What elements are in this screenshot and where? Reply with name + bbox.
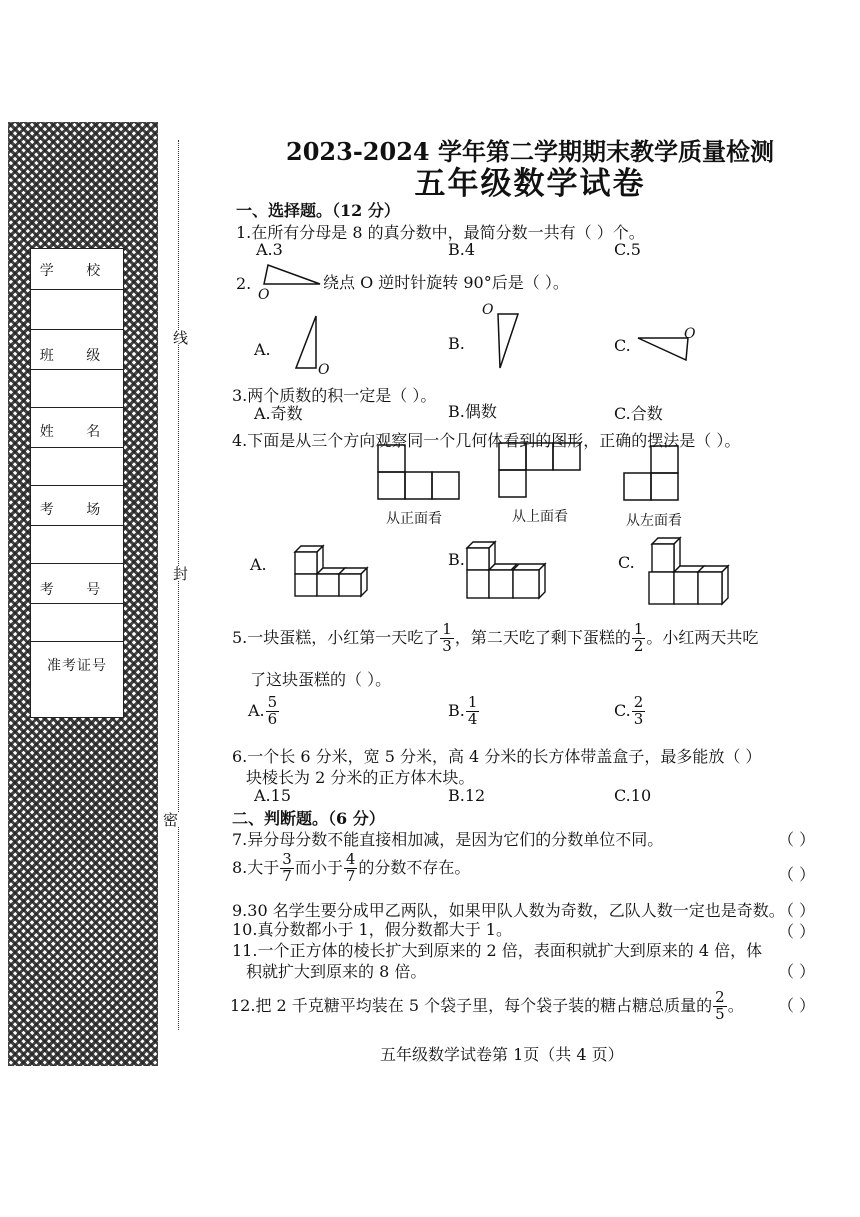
- q5-f2-den: 2: [633, 636, 644, 655]
- q1-option-a: A.3: [256, 240, 283, 259]
- q5-c-label: C.: [614, 700, 631, 720]
- info-row-exam-no: [31, 563, 123, 604]
- seal-word-seal: 封: [171, 566, 189, 581]
- q4-option-b: B.: [448, 550, 465, 569]
- q8-mid: 而小于: [294, 857, 343, 877]
- q4-option-c: C.: [618, 553, 635, 572]
- q12-den: 5: [715, 1004, 725, 1023]
- class-label: 班 级: [39, 348, 115, 364]
- q5-pre: 5.一块蛋糕，小红第一天吃了: [232, 627, 440, 647]
- q2-number: 2.: [236, 274, 252, 293]
- info-row-room: [31, 485, 123, 526]
- info-row-blank: [31, 603, 123, 642]
- q5-a-den: 6: [267, 709, 278, 728]
- info-row-blank: [31, 369, 123, 408]
- exam-room-label: 考 场: [39, 502, 115, 518]
- q9-text: 9.30 名学生要分成甲乙两队，如果甲队人数为奇数，乙队人数一定也是奇数。: [232, 901, 785, 920]
- q4-front-caption: 从正面看: [386, 511, 442, 527]
- q5-c-num: 2: [633, 693, 644, 711]
- school-label: 学 校: [39, 263, 115, 279]
- info-row-class: [31, 329, 123, 370]
- q3-option-c: C.合数: [614, 404, 663, 423]
- q4-option-a: A.: [250, 555, 267, 574]
- q12-post: 。: [727, 995, 744, 1015]
- q1-option-c: C.5: [614, 240, 641, 259]
- q9-answer-paren: （ ）: [778, 901, 816, 920]
- q5-c-den: 3: [633, 709, 644, 728]
- ticket-number-label: 准考证号: [47, 658, 107, 674]
- exam-paper-title: 五年级数学试卷: [414, 166, 646, 202]
- q5-a-label: A.: [248, 700, 265, 720]
- q8-f2-num: 4: [345, 850, 356, 868]
- q5-line1: [232, 622, 758, 655]
- q4-text: 4.下面是从三个方向观察同一个几何体看到的图形，正确的摆法是（ ）。: [232, 431, 741, 450]
- q5-line2: 了这块蛋糕的（ ）。: [250, 670, 392, 689]
- q2-text: 绕点 O 逆时针旋转 90°后是（ ）。: [323, 273, 569, 292]
- q3-option-a: A.奇数: [254, 404, 303, 423]
- exam-session-title: 2023-2024 学年第二学期期末教学质量检测: [286, 137, 774, 166]
- q5-option-a: [248, 695, 280, 728]
- q11-line1: 11.一个正方体的棱长扩大到原来的 2 倍，表面积就扩大到原来的 4 倍，体: [232, 941, 763, 960]
- q5-f1-den: 3: [442, 636, 452, 655]
- q2-option-b: B.: [448, 334, 465, 353]
- q6-line2: 块棱长为 2 分米的正方体木块。: [246, 768, 475, 787]
- q5-b-label: B.: [448, 700, 465, 720]
- q4-option-b-cubes: [464, 538, 554, 606]
- q5-f1-num: 1: [442, 620, 452, 638]
- q8-text: [232, 852, 470, 885]
- q2-option-c: C.: [614, 336, 631, 355]
- q8-fraction-2: [344, 852, 358, 885]
- seal-word-secret: 密: [161, 812, 179, 827]
- q2-option-b-triangle: [494, 310, 524, 372]
- info-row-blank: [31, 289, 123, 330]
- info-row-name: [31, 407, 123, 448]
- q5-a-num: 5: [267, 693, 278, 711]
- q6-option-a: A.15: [254, 786, 291, 805]
- q1-option-b: B.4: [448, 240, 476, 259]
- q1-text: 1.在所有分母是 8 的真分数中，最简分数一共有（ ）个。: [236, 223, 645, 242]
- q8-f1-den: 7: [282, 866, 292, 885]
- q5-fraction-2: [632, 622, 646, 655]
- q2-original-triangle: [260, 262, 324, 288]
- q8-f1-num: 3: [282, 850, 292, 868]
- q5-a-fraction: [266, 695, 280, 728]
- q5-b-fraction: [466, 695, 480, 728]
- q5-f2-num: 1: [633, 620, 644, 638]
- seal-dotted-line: [178, 140, 179, 1030]
- section2-title: 二、判断题。（6 分）: [232, 809, 385, 828]
- q2-c-point-label: O: [684, 326, 696, 342]
- section1-title: 一、选择题。（12 分）: [236, 201, 400, 220]
- q8-pre: 8.大于: [232, 857, 280, 877]
- q5-mid: ，第二天吃了剩下蛋糕的: [454, 627, 631, 647]
- q10-text: 10.真分数都小于 1，假分数都大于 1。: [232, 920, 512, 939]
- q12-answer-paren: （ ）: [778, 996, 816, 1015]
- q12-pre: 12.把 2 千克糖平均装在 5 个袋子里，每个袋子装的糖占糖总质量的: [230, 995, 713, 1015]
- q2-option-a: A.: [254, 340, 271, 359]
- q10-answer-paren: （ ）: [778, 922, 816, 941]
- student-info-box: [30, 248, 124, 718]
- q5-post: 。小红两天共吃: [646, 627, 759, 647]
- q4-left-view: [624, 443, 682, 503]
- q2-b-point-label: O: [482, 302, 494, 318]
- q8-post: 的分数不存在。: [358, 857, 471, 877]
- q5-b-den: 4: [467, 709, 478, 728]
- q12-num: 2: [715, 988, 725, 1006]
- q6-option-b: B.12: [448, 786, 486, 805]
- name-label: 姓 名: [39, 424, 115, 440]
- q4-option-c-cubes: [646, 534, 732, 608]
- q11-line2: 积就扩大到原来的 8 倍。: [246, 962, 427, 981]
- q3-text: 3.两个质数的积一定是（ ）。: [232, 386, 437, 405]
- info-row-school: [31, 249, 123, 290]
- page-footer: 五年级数学试卷第 1页（共 4 页）: [380, 1045, 624, 1064]
- q8-fraction-1: [280, 852, 294, 885]
- q4-top-caption: 从上面看: [512, 509, 568, 525]
- q4-front-view: [376, 442, 460, 502]
- info-row-blank: [31, 447, 123, 486]
- q6-option-c: C.10: [614, 786, 652, 805]
- exam-number-label: 考 号: [39, 582, 115, 598]
- q8-answer-paren: （ ）: [778, 865, 816, 884]
- q7-answer-paren: （ ）: [778, 830, 816, 849]
- seal-word-line: 线: [171, 330, 189, 345]
- q2-a-point-label: O: [318, 362, 330, 378]
- q4-top-view: [497, 440, 583, 500]
- q12-text: [230, 990, 744, 1023]
- info-row-blank: [31, 525, 123, 564]
- q2-point-label: O: [258, 287, 270, 303]
- q5-option-c: [614, 695, 646, 728]
- q8-f2-den: 7: [345, 866, 356, 885]
- q7-text: 7.异分母分数不能直接相加减，是因为它们的分数单位不同。: [232, 830, 664, 849]
- q3-option-b: B.偶数: [448, 402, 497, 421]
- q4-left-caption: 从左面看: [626, 513, 682, 529]
- q12-fraction: [713, 990, 727, 1023]
- q6-line1: 6.一个长 6 分米，宽 5 分米，高 4 分米的长方体带盖盒子，最多能放（ ）: [232, 747, 762, 766]
- q5-c-fraction: [632, 695, 646, 728]
- info-row-ticket: [31, 641, 123, 681]
- q5-fraction-1: [440, 622, 454, 655]
- q5-option-b: [448, 695, 480, 728]
- q11-answer-paren: （ ）: [778, 962, 816, 981]
- q4-option-a-cubes: [292, 542, 372, 608]
- q5-b-num: 1: [467, 693, 478, 711]
